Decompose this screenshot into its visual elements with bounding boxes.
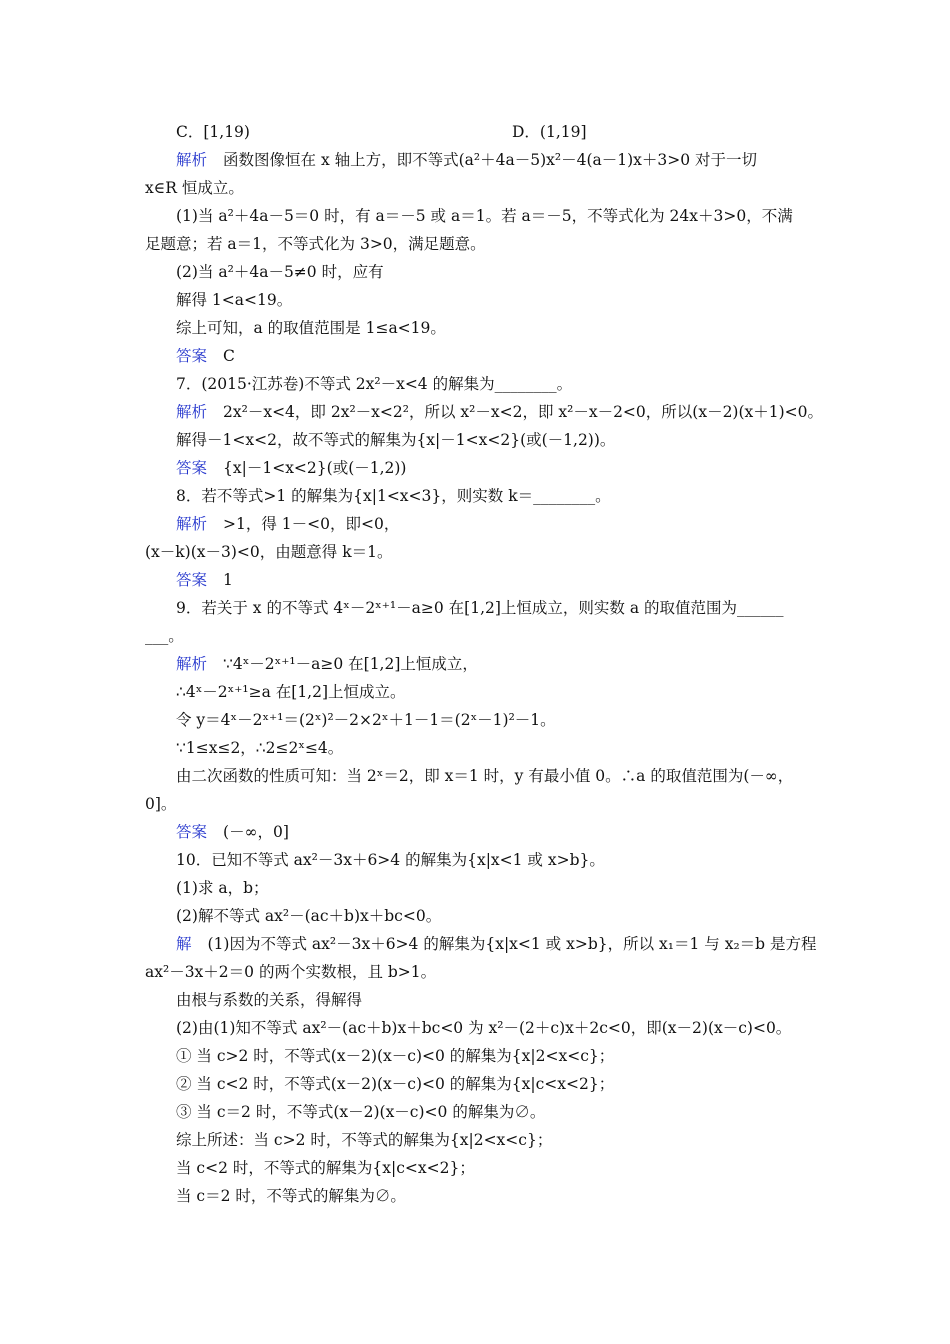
analysis-text: >1，得 1－<0，即<0， [223, 515, 400, 533]
q8-analysis [176, 513, 846, 535]
q7-analysis [176, 401, 846, 423]
q10-summary2: 当 c<2 时，不等式的解集为{x|c<x<2}； [176, 1159, 475, 1177]
q10-case2: ② 当 c<2 时，不等式(x－2)(x－c)<0 的解集为{x|c<x<2}； [176, 1075, 615, 1093]
answer-text: (－∞，0] [223, 823, 289, 841]
q6-options-row [176, 121, 846, 143]
q6-case1-line1: (1)当 a²＋4a－5＝0 时，有 a＝－5 或 a＝1。若 a＝－5，不等式化为 24x＋3>0，不满 [176, 207, 793, 225]
q10-solution-line1 [176, 933, 846, 955]
solution-text: (1)因为不等式 ax²－3x＋6>4 的解集为{x|x<1 或 x>b}，所以 x₁＝1 与 x₂＝b 是方程 [207, 935, 817, 953]
analysis-tag: 解析 [176, 151, 208, 169]
answer-text: {x|－1<x<2}(或(－1,2)) [223, 459, 407, 477]
q9-step4: ∵1≤x≤2，∴2≤2ˣ≤4。 [176, 739, 344, 757]
q8-answer [176, 569, 846, 591]
q10-case3: ③ 当 c＝2 时，不等式(x－2)(x－c)<0 的解集为∅。 [176, 1103, 546, 1121]
analysis-tag: 解析 [176, 655, 208, 673]
analysis-text: 函数图像恒在 x 轴上方，即不等式(a²＋4a－5)x²－4(a－1)x＋3>0 对于一切 [223, 151, 758, 169]
q9-stem-line1: 9．若关于 x 的不等式 4ˣ－2ˣ⁺¹－a≥0 在[1,2]上恒成立，则实数 a 的取值范围为______ [176, 599, 784, 617]
q10-summary1: 综上所述：当 c>2 时，不等式的解集为{x|2<x<c}； [176, 1131, 553, 1149]
q10-case1: ① 当 c>2 时，不等式(x－2)(x－c)<0 的解集为{x|2<x<c}； [176, 1047, 615, 1065]
q7-stem: 7．(2015·江苏卷)不等式 2x²－x<4 的解集为________。 [176, 375, 573, 393]
q6-answer [176, 345, 846, 367]
q8-stem: 8．若不等式>1 的解集为{x|1<x<3}，则实数 k＝________。 [176, 487, 611, 505]
q8-solve: (x－k)(x－3)<0，由题意得 k＝1。 [145, 543, 393, 561]
option-d: D．(1,19] [512, 123, 587, 141]
answer-tag: 答案 [176, 347, 208, 365]
q6-analysis-line2: x∈R 恒成立。 [145, 179, 244, 197]
answer-text: C [223, 347, 235, 365]
option-c: C．[1,19) [176, 123, 250, 141]
q6-case2: (2)当 a²＋4a－5≠0 时，应有 [176, 263, 384, 281]
answer-tag: 答案 [176, 459, 208, 477]
q9-stem-line2: ___。 [145, 627, 184, 645]
q9-step6: 0]。 [145, 795, 177, 813]
q9-step2: ∴4ˣ－2ˣ⁺¹≥a 在[1,2]上恒成立。 [176, 683, 406, 701]
q7-answer [176, 457, 846, 479]
q9-step3: 令 y＝4ˣ－2ˣ⁺¹＝(2ˣ)²－2×2ˣ＋1－1＝(2ˣ－1)²－1。 [176, 711, 556, 729]
q10-solution-line2: ax²－3x＋2＝0 的两个实数根，且 b>1。 [145, 963, 437, 981]
answer-tag: 答案 [176, 823, 208, 841]
q10-sub1: (1)求 a，b； [176, 879, 269, 897]
analysis-text: 2x²－x<4，即 2x²－x<2²，所以 x²－x<2，即 x²－x－2<0，所以(x－2)(x＋1)<0。 [223, 403, 824, 421]
q9-answer [176, 821, 846, 843]
q10-vieta: 由根与系数的关系，得解得 [176, 991, 363, 1009]
analysis-text: ∵4ˣ－2ˣ⁺¹－a≥0 在[1,2]上恒成立， [223, 655, 478, 673]
q6-case1-line2: 足题意；若 a＝1，不等式化为 3>0，满足题意。 [145, 235, 486, 253]
answer-text: 1 [223, 571, 233, 589]
answer-tag: 答案 [176, 571, 208, 589]
q9-analysis [176, 653, 846, 675]
analysis-tag: 解析 [176, 403, 208, 421]
q10-summary3: 当 c＝2 时，不等式的解集为∅。 [176, 1187, 406, 1205]
solution-tag: 解 [176, 935, 192, 953]
q6-analysis-line1 [176, 149, 846, 171]
q6-conclusion: 综上可知，a 的取值范围是 1≤a<19。 [176, 319, 446, 337]
q10-stem: 10．已知不等式 ax²－3x＋6>4 的解集为{x|x<1 或 x>b}。 [176, 851, 605, 869]
analysis-tag: 解析 [176, 515, 208, 533]
q10-sub2: (2)解不等式 ax²－(ac＋b)x＋bc<0。 [176, 907, 442, 925]
q7-solve: 解得－1<x<2，故不等式的解集为{x|－1<x<2}(或(－1,2))。 [176, 431, 616, 449]
q6-solve: 解得 1<a<19。 [176, 291, 293, 309]
q9-step5: 由二次函数的性质可知：当 2ˣ＝2，即 x＝1 时，y 有最小值 0。∴a 的取值范围为(－∞， [176, 767, 794, 785]
q10-part2: (2)由(1)知不等式 ax²－(ac＋b)x＋bc<0 为 x²－(2＋c)x＋2c<0，即(x－2)(x－c)<0。 [176, 1019, 792, 1037]
